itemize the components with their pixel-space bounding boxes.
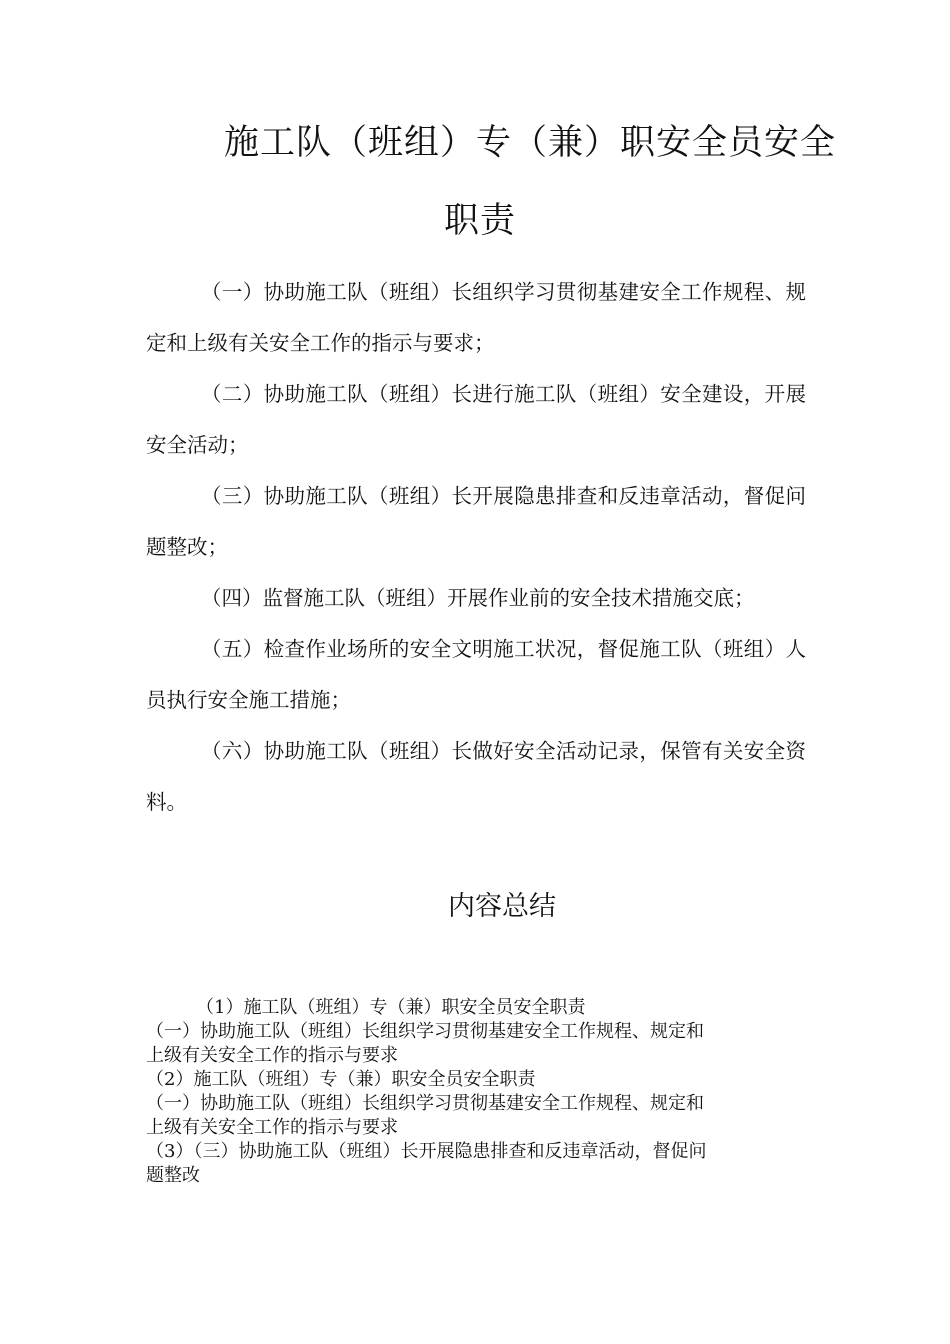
duty-paragraph-1: （一）协助施工队（班组）长组织学习贯彻基建安全工作规程、规定和上级有关安全工作的指示与要求；	[146, 280, 806, 355]
document-title-line-2: 职责	[444, 201, 517, 241]
summary-line: （1）施工队（班组）专（兼）职安全员安全职责	[196, 997, 586, 1018]
summary-line: 上级有关安全工作的指示与要求	[146, 1117, 398, 1138]
summary-line: 上级有关安全工作的指示与要求	[146, 1045, 398, 1066]
duty-paragraph-2: （二）协助施工队（班组）长进行施工队（班组）安全建设，开展安全活动；	[146, 382, 806, 457]
summary-line: 题整改	[146, 1165, 200, 1186]
duty-paragraph-5: （五）检查作业场所的安全文明施工状况，督促施工队（班组）人员执行安全施工措施；	[146, 637, 806, 712]
summary-line: （一）协助施工队（班组）长组织学习贯彻基建安全工作规程、规定和	[146, 1021, 704, 1042]
summary-line: （3）（三）协助施工队（班组）长开展隐患排查和反违章活动，督促问	[146, 1141, 707, 1162]
document-title-line-1: 施工队（班组）专（兼）职安全员安全	[224, 123, 837, 163]
duty-paragraph-6: （六）协助施工队（班组）长做好安全活动记录，保管有关安全资料。	[146, 739, 806, 814]
summary-line: （一）协助施工队（班组）长组织学习贯彻基建安全工作规程、规定和	[146, 1093, 704, 1114]
summary-line: （2）施工队（班组）专（兼）职安全员安全职责	[146, 1069, 536, 1090]
duty-paragraph-3: （三）协助施工队（班组）长开展隐患排查和反违章活动，督促问题整改；	[146, 484, 806, 559]
summary-list	[146, 996, 806, 1188]
duty-paragraph-4: （四）监督施工队（班组）开展作业前的安全技术措施交底；	[201, 586, 755, 610]
summary-heading: 内容总结	[448, 891, 556, 922]
